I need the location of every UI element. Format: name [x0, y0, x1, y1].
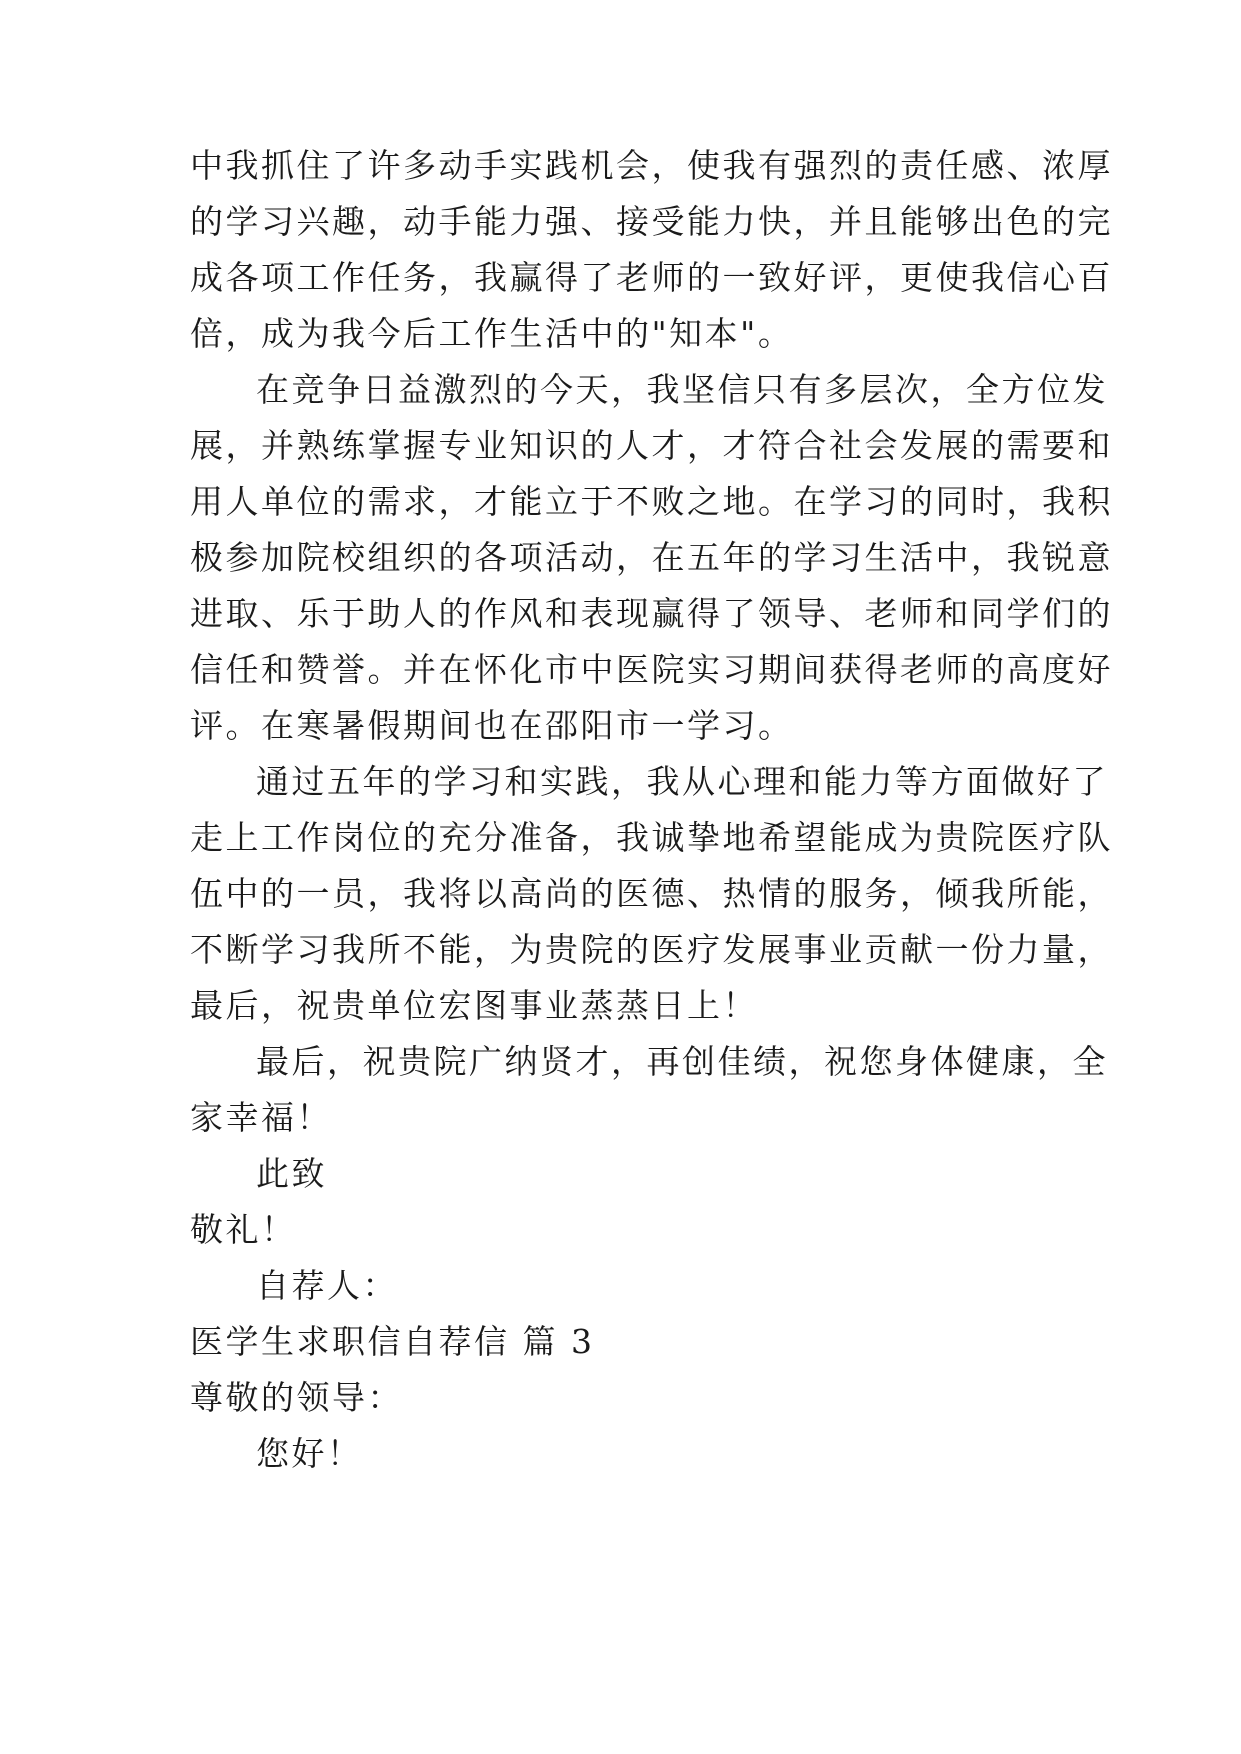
closing-salutation: 此致 — [256, 1154, 327, 1193]
text-line: 家幸福！ — [190, 1098, 332, 1137]
section-heading: 医学生求职信自荐信 篇 3 — [190, 1322, 595, 1361]
greeting: 尊敬的领导： — [190, 1378, 403, 1417]
text-line: 极参加院校组织的各项活动，在五年的学习生活中，我锐意 — [190, 538, 1113, 577]
text-line: 的学习兴趣，动手能力强、接受能力快，并且能够出色的完 — [190, 202, 1113, 241]
text-line: 评。在寒暑假期间也在邵阳市一学习。 — [190, 706, 794, 745]
closing-regards: 敬礼！ — [190, 1210, 297, 1249]
paragraph-start-line: 最后，祝贵院广纳贤才，再创佳绩，祝您身体健康，全 — [256, 1042, 1108, 1081]
text-line: 倍，成为我今后工作生活中的"知本"。 — [190, 314, 794, 353]
text-line: 进取、乐于助人的作风和表现赢得了领导、老师和同学们的 — [190, 594, 1113, 633]
text-line: 中我抓住了许多动手实践机会，使我有强烈的责任感、浓厚 — [190, 146, 1113, 185]
greeting-hello: 您好！ — [256, 1434, 363, 1473]
text-line: 信任和赞誉。并在怀化市中医院实习期间获得老师的高度好 — [190, 650, 1113, 689]
text-line: 走上工作岗位的充分准备，我诚挚地希望能成为贵院医疗队 — [190, 818, 1113, 857]
text-line: 最后，祝贵单位宏图事业蒸蒸日上！ — [190, 986, 758, 1025]
paragraph-start-line: 通过五年的学习和实践，我从心理和能力等方面做好了 — [256, 762, 1108, 801]
text-line: 成各项工作任务，我赢得了老师的一致好评，更使我信心百 — [190, 258, 1113, 297]
text-line: 展，并熟练掌握专业知识的人才，才符合社会发展的需要和 — [190, 426, 1113, 465]
text-line: 伍中的一员，我将以高尚的医德、热情的服务，倾我所能， — [190, 874, 1113, 913]
signature-label: 自荐人： — [256, 1266, 398, 1305]
text-line: 用人单位的需求，才能立于不败之地。在学习的同时，我积 — [190, 482, 1113, 521]
paragraph-start-line: 在竞争日益激烈的今天，我坚信只有多层次，全方位发 — [256, 370, 1108, 409]
text-line: 不断学习我所不能，为贵院的医疗发展事业贡献一份力量， — [190, 930, 1113, 969]
